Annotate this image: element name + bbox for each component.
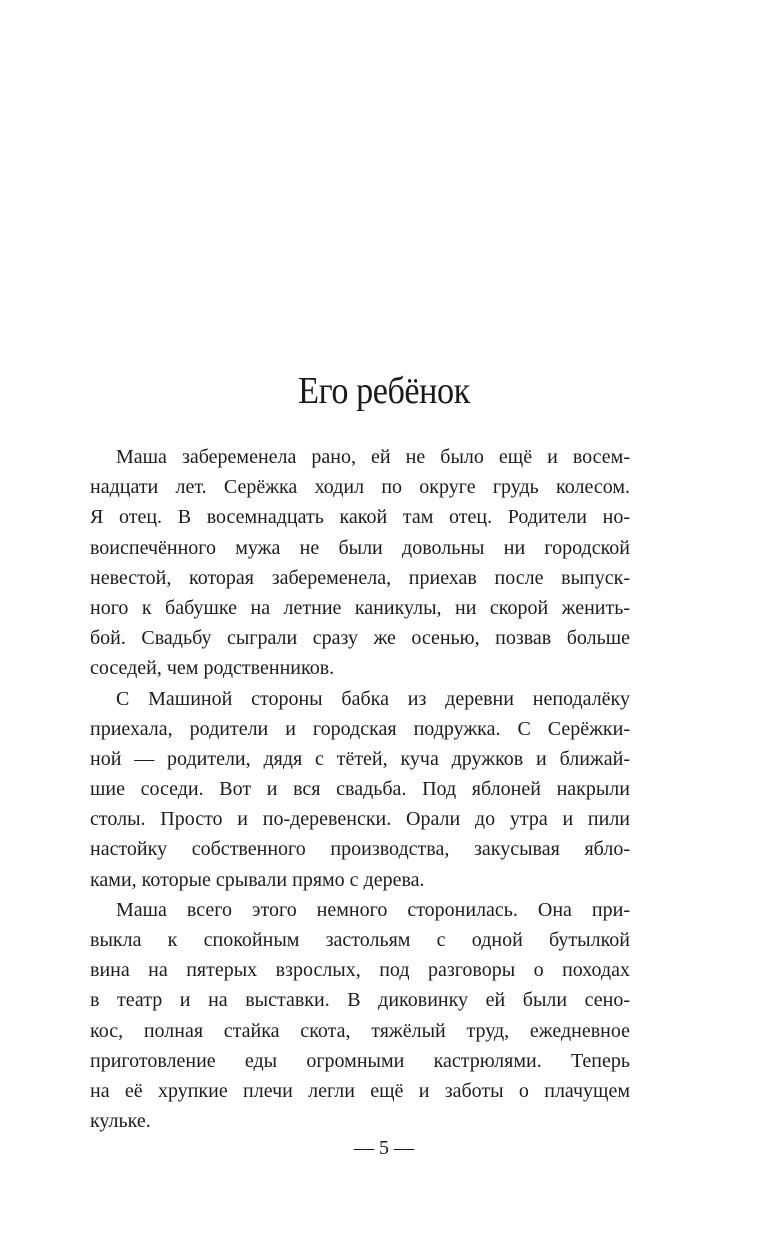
text-line: на её хрупкие плечи легли ещё и заботы о плачущем	[90, 1079, 630, 1102]
text-line: Маша забеременела рано, ей не было ещё и восем-	[116, 446, 630, 468]
text-line: вина на пятерых взрослых, под разговоры о походах	[90, 959, 630, 982]
text-line: в театр и на выставки. В диковинку ей были сено-	[90, 989, 630, 1012]
text-line: ками, которые срывали прямо с дерева.	[90, 868, 425, 891]
text-line: ного к бабушке на летние каникулы, ни скорой женить-	[90, 596, 630, 619]
page-number: — 5 —	[354, 1137, 414, 1159]
text-line: Я отец. В восемнадцать какой там отец. Родители но-	[90, 506, 630, 529]
text-line: шие соседи. Вот и вся свадьба. Под яблоней накрыли	[90, 778, 630, 801]
text-line: выкла к спокойным застольям с одной бутылкой	[90, 929, 630, 951]
text-line: приехала, родители и городская подружка. С Серёжки-	[90, 717, 630, 740]
text-line: кульке.	[90, 1110, 151, 1133]
paragraph-3	[90, 895, 630, 1137]
text-line: кос, полная стайка скота, тяжёлый труд, ежедневное	[90, 1019, 630, 1042]
text-line: надцати лет. Серёжка ходил по округе грудь колесом.	[90, 476, 630, 499]
text-line: приготовление еды огромными кастрюлями. Теперь	[90, 1049, 630, 1072]
paragraph-2	[90, 684, 630, 895]
body-text	[90, 442, 630, 1136]
paragraph-1	[90, 442, 630, 684]
text-line: ной — родители, дядя с тётей, куча дружков и ближай-	[90, 747, 630, 770]
text-line: воиспечённого мужа не были довольны ни городской	[90, 536, 630, 559]
text-line: соседей, чем родственников.	[90, 657, 335, 680]
text-line: бой. Свадьбу сыграли сразу же осенью, позвав больше	[90, 627, 630, 650]
chapter-title: Его ребёнок	[298, 370, 470, 412]
text-line: настойку собственного производства, закусывая ябло-	[90, 838, 630, 861]
text-line: столы. Просто и по-деревенски. Орали до утра и пили	[90, 808, 630, 831]
text-line: невестой, которая забеременела, приехав после выпуск-	[90, 566, 630, 589]
text-line: С Машиной стороны бабка из деревни неподалёку	[116, 687, 630, 710]
text-line: Маша всего этого немного сторонилась. Она при-	[116, 898, 630, 921]
